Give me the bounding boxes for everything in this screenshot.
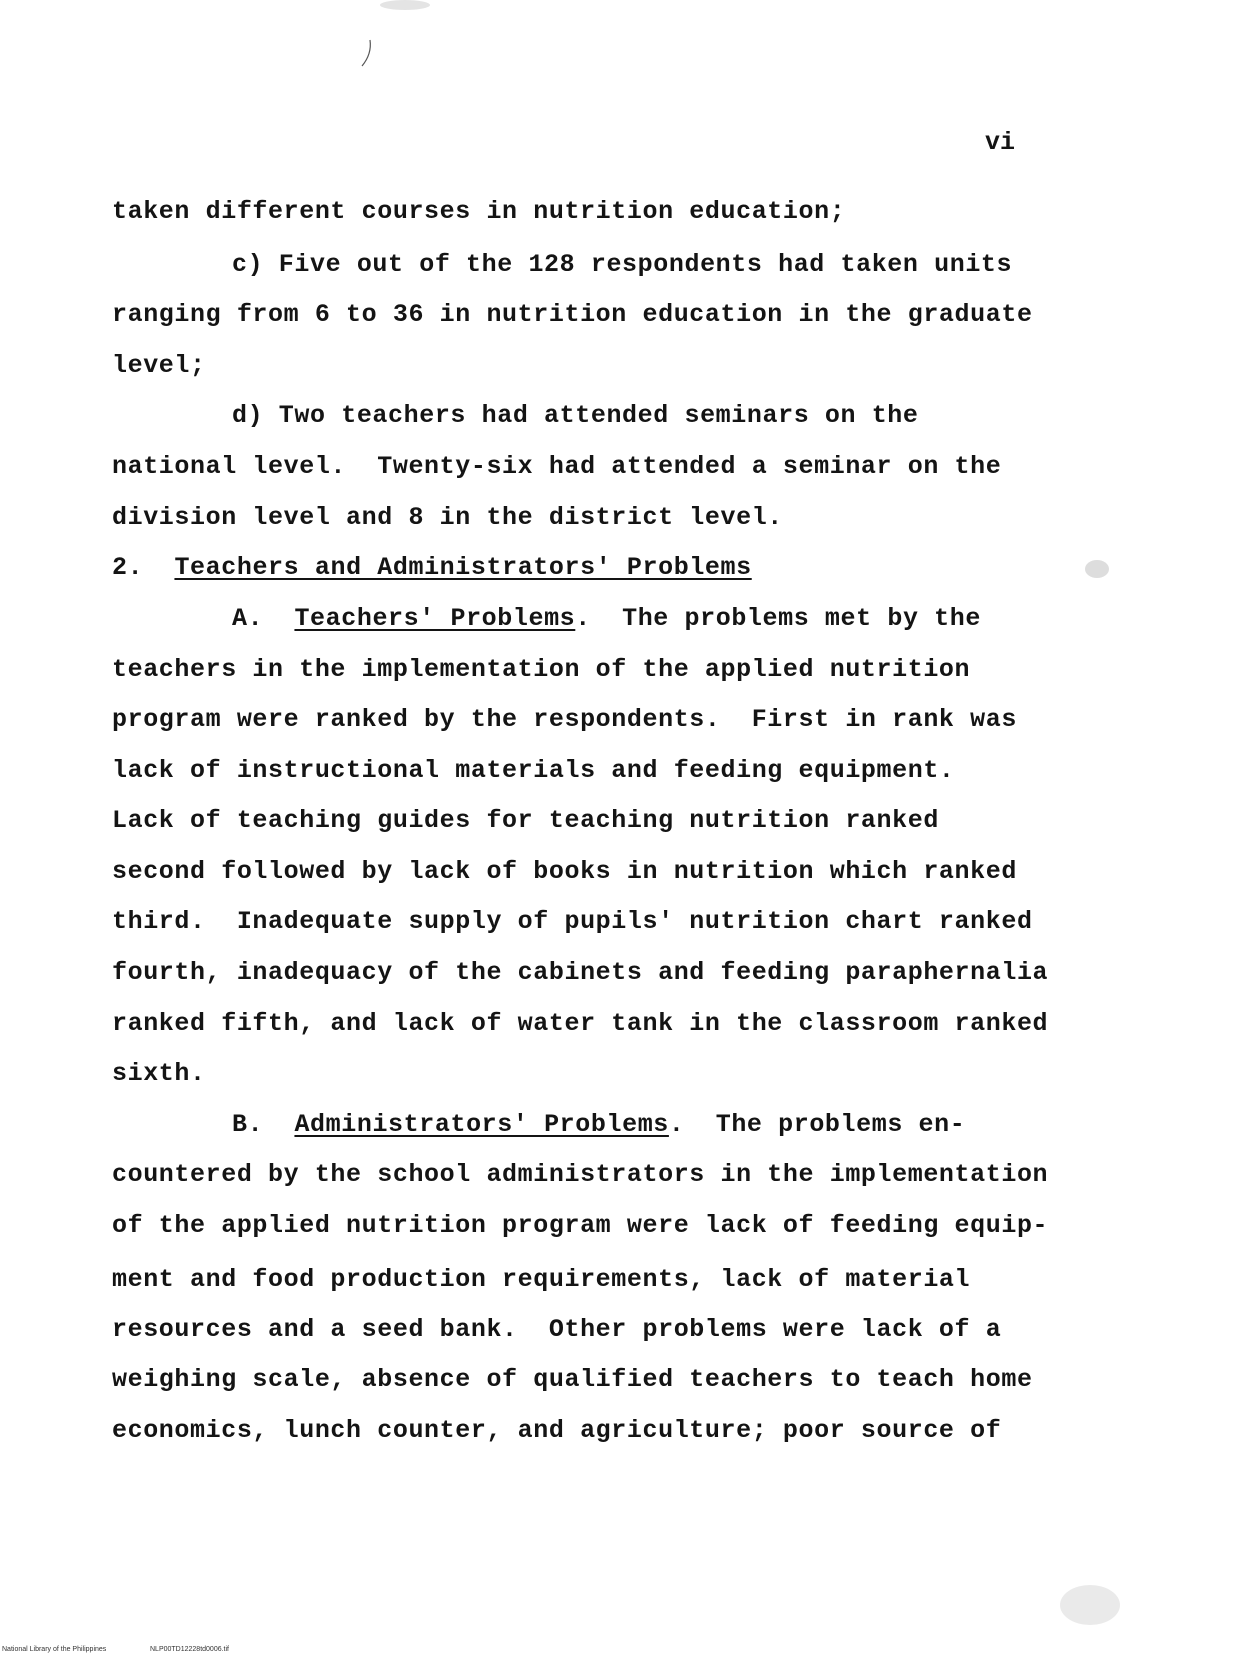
text-line: weighing scale, absence of qualified teachers to teach home (112, 1365, 1033, 1394)
text-line: fourth, inadequacy of the cabinets and feeding paraphernalia (112, 958, 1049, 987)
section-title: Teachers and Administrators' Problems (174, 553, 752, 582)
text-line: division level and 8 in the district level. (112, 503, 783, 532)
subsection-title: Administrators' Problems (294, 1110, 669, 1139)
text-line: d) Two teachers had attended seminars on the (232, 401, 919, 430)
subsection-letter: B. (232, 1110, 264, 1139)
text-line: second followed by lack of books in nutrition which ranked (112, 857, 1017, 886)
subsection-b-first-line (232, 1110, 965, 1140)
text-line: ment and food production requirements, lack of material (112, 1265, 971, 1294)
text-line: taken different courses in nutrition education; (112, 197, 846, 226)
text-line: ranked fifth, and lack of water tank in the classroom ranked (112, 1009, 1049, 1038)
scan-smudge (380, 0, 430, 10)
subsection-a-first-line (232, 604, 981, 634)
footer-library-name: National Library of the Philippines (2, 1646, 107, 1653)
text-line: level; (112, 351, 206, 380)
page-number: vi (985, 128, 1016, 157)
subsection-title: Teachers' Problems (294, 604, 576, 633)
text-line: third. Inadequate supply of pupils' nutrition chart ranked (112, 907, 1033, 936)
text-line: of the applied nutrition program were lack of feeding equip- (112, 1211, 1049, 1240)
text-line: c) Five out of the 128 respondents had taken units (232, 250, 1013, 279)
stray-pen-mark (360, 38, 374, 68)
text-line: Lack of teaching guides for teaching nutrition ranked (112, 806, 939, 835)
scan-smudge (1060, 1585, 1120, 1625)
text-line: sixth. (112, 1059, 206, 1088)
subsection-letter: A. (232, 604, 264, 633)
text-line: teachers in the implementation of the applied nutrition (112, 655, 971, 684)
text-fragment: . The problems en- (668, 1110, 966, 1139)
text-line: resources and a seed bank. Other problems were lack of a (112, 1315, 1002, 1344)
text-fragment: . The problems met by the (575, 604, 981, 633)
section-heading (112, 553, 752, 583)
text-line: program were ranked by the respondents. First in rank was (112, 705, 1017, 734)
text-line: countered by the school administrators in the implementation (112, 1160, 1049, 1189)
text-line: lack of instructional materials and feeding equipment. (112, 756, 955, 785)
text-line: economics, lunch counter, and agriculture; poor source of (112, 1416, 1002, 1445)
section-number: 2. (112, 553, 144, 582)
text-line: national level. Twenty-six had attended a seminar on the (112, 452, 1002, 481)
text-line: ranging from 6 to 36 in nutrition education in the graduate (112, 300, 1033, 329)
scan-smudge (1085, 560, 1109, 578)
footer-file-name: NLP00TD12228td0006.tif (150, 1646, 229, 1653)
